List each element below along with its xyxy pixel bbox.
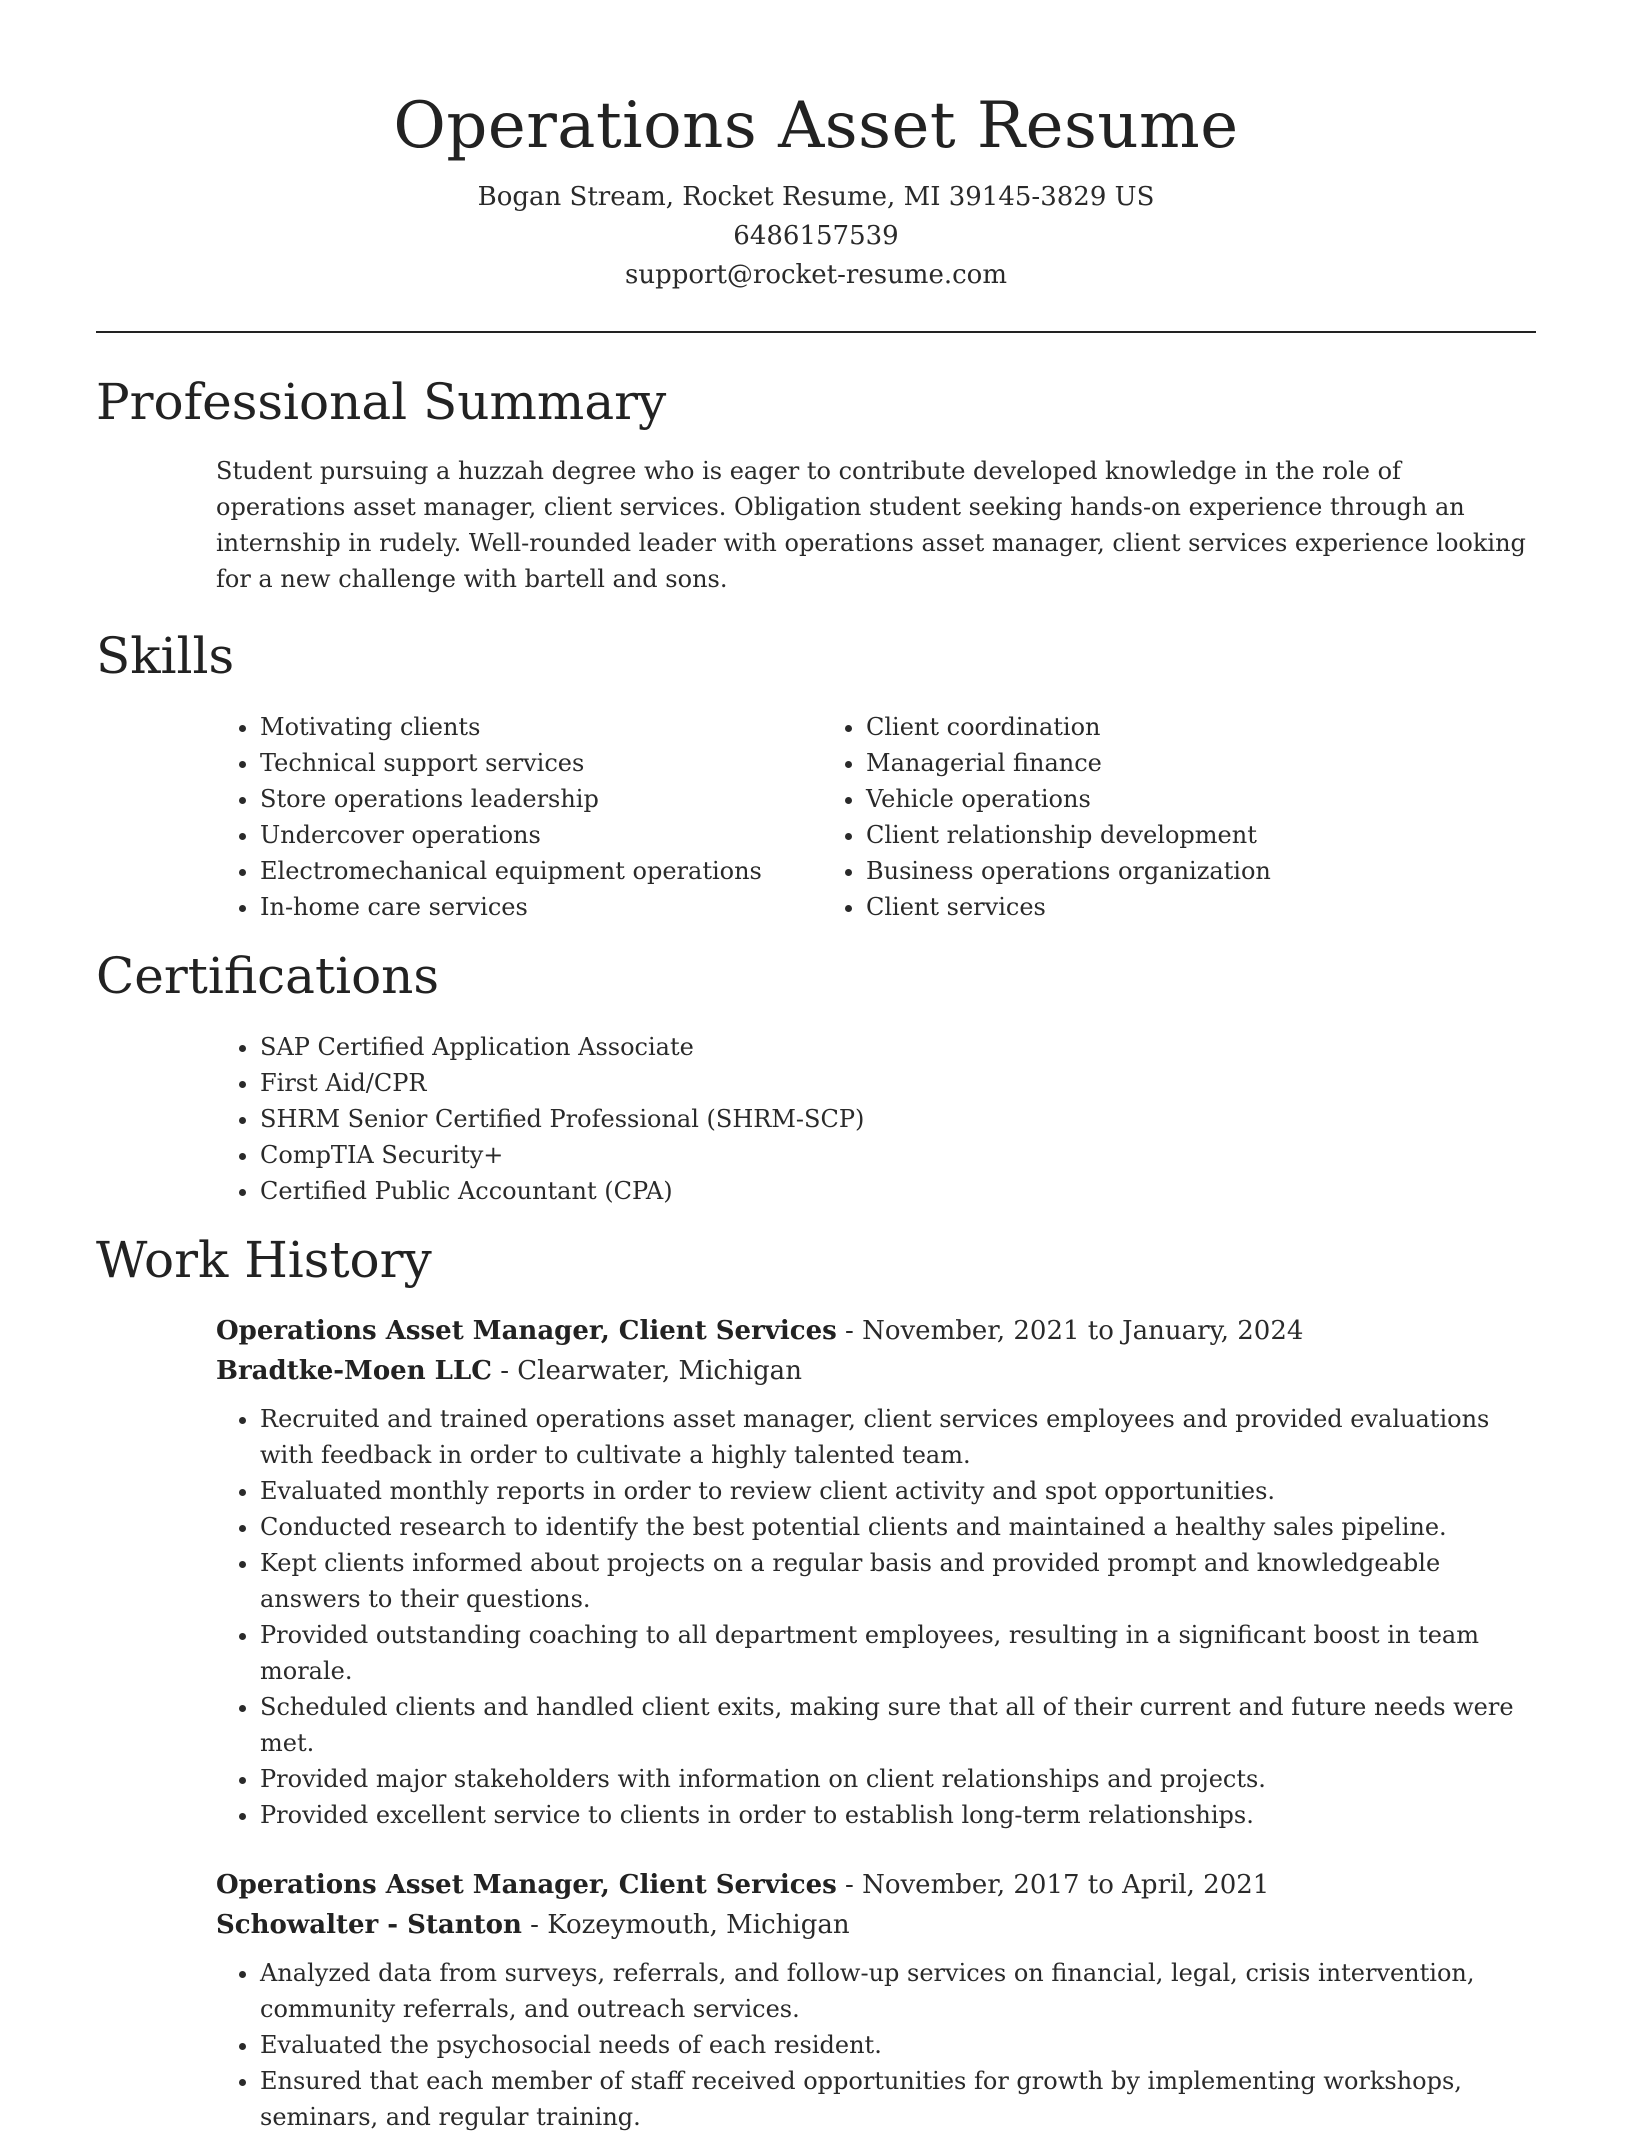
job-bullet: • Analyzed data from surveys, referrals, and follow-up services on financial, legal, crisis intervention, community referrals, and outreach services. bbox=[260, 1955, 1536, 2027]
contact-email: support@rocket-resume.com bbox=[624, 260, 1007, 290]
job-entry bbox=[216, 1311, 1536, 1833]
skill-item: • Undercover operations bbox=[260, 817, 822, 853]
job-bullet: • Provided outstanding coaching to all department employees, resulting in a significant boost in team morale. bbox=[260, 1617, 1536, 1689]
header-divider bbox=[96, 331, 1536, 333]
job-bullet: • Evaluated monthly reports in order to review client activity and spot opportunities. bbox=[260, 1473, 1536, 1509]
skill-item: • Managerial finance bbox=[866, 745, 1271, 781]
job-title-line: Operations Asset Manager, Client Services - November, 2021 to January, 2024 bbox=[216, 1316, 1304, 1346]
contact-address: Bogan Stream, Rocket Resume, MI 39145-3829 US bbox=[477, 182, 1155, 212]
job-title: Operations Asset Manager, Client Services bbox=[216, 1316, 837, 1346]
job-title-line: Operations Asset Manager, Client Services - November, 2017 to April, 2021 bbox=[216, 1870, 1270, 1900]
certifications-list bbox=[216, 1029, 1536, 1209]
skill-item: • In-home care services bbox=[260, 889, 822, 925]
job-location: Clearwater, Michigan bbox=[517, 1356, 802, 1386]
skills-list-right bbox=[822, 709, 1271, 925]
skill-item: • Client services bbox=[866, 889, 1271, 925]
certifications-heading: Certifications bbox=[96, 947, 440, 1005]
skill-item: • Electromechanical equipment operations bbox=[260, 853, 822, 889]
job-bullet: • Provided major stakeholders with information on client relationships and projects. bbox=[260, 1761, 1536, 1797]
job-dates: November, 2021 to January, 2024 bbox=[862, 1316, 1304, 1346]
job-location: Kozeymouth, Michigan bbox=[547, 1910, 850, 1940]
job-bullet: • Provided excellent service to clients in order to establish long-term relationships. bbox=[260, 1797, 1536, 1833]
summary-heading: Professional Summary bbox=[96, 373, 667, 431]
skill-item: • Store operations leadership bbox=[260, 781, 822, 817]
certification-item: • CompTIA Security+ bbox=[260, 1137, 1536, 1173]
contact-block bbox=[96, 178, 1536, 295]
job-entry bbox=[216, 1865, 1536, 2135]
job-bullet: • Kept clients informed about projects on a regular basis and provided prompt and knowledgeable answers to their questions. bbox=[260, 1545, 1536, 1617]
skill-item: • Client coordination bbox=[866, 709, 1271, 745]
job-company-line: Bradtke-Moen LLC - Clearwater, Michigan bbox=[216, 1356, 802, 1386]
certification-item: • Certified Public Accountant (CPA) bbox=[260, 1173, 1536, 1209]
job-bullet: • Evaluated the psychosocial needs of each resident. bbox=[260, 2027, 1536, 2063]
job-bullet: • Ensured that each member of staff received opportunities for growth by implementing workshops, seminars, and regular training. bbox=[260, 2063, 1536, 2135]
skill-item: • Technical support services bbox=[260, 745, 822, 781]
skills-heading: Skills bbox=[96, 627, 235, 685]
job-bullet: • Conducted research to identify the best potential clients and maintained a healthy sales pipeline. bbox=[260, 1509, 1536, 1545]
certification-item: • First Aid/CPR bbox=[260, 1065, 1536, 1101]
summary-text: Student pursuing a huzzah degree who is eager to contribute developed knowledge in the role of operations asset manager, client services. Obligation student seeking hands-on experience through an internship in rudely. Well-rounded leader with operations asset manager, client services experience looking for a new challenge with bartell and sons. bbox=[216, 457, 1526, 593]
contact-phone: 6486157539 bbox=[733, 221, 899, 251]
job-bullets bbox=[216, 1401, 1536, 1833]
job-company: Bradtke-Moen LLC bbox=[216, 1356, 492, 1386]
job-bullets bbox=[216, 1955, 1536, 2135]
work-history-heading: Work History bbox=[96, 1231, 432, 1289]
skills-list-left bbox=[216, 709, 822, 925]
resume-header bbox=[96, 0, 1536, 295]
job-bullet: • Scheduled clients and handled client exits, making sure that all of their current and future needs were met. bbox=[260, 1689, 1536, 1761]
skill-item: • Business operations organization bbox=[866, 853, 1271, 889]
certifications-section bbox=[96, 945, 1536, 1209]
skills-section bbox=[96, 625, 1536, 925]
job-company: Schowalter - Stanton bbox=[216, 1910, 522, 1940]
job-title: Operations Asset Manager, Client Services bbox=[216, 1870, 837, 1900]
work-history-section bbox=[96, 1229, 1536, 2135]
skill-item: • Motivating clients bbox=[260, 709, 822, 745]
skills-columns bbox=[216, 709, 1536, 925]
certification-item: • SHRM Senior Certified Professional (SHRM-SCP) bbox=[260, 1101, 1536, 1137]
job-bullet: • Recruited and trained operations asset manager, client services employees and provided evaluations with feedback in order to cultivate a highly talented team. bbox=[260, 1401, 1536, 1473]
job-dates: November, 2017 to April, 2021 bbox=[862, 1870, 1270, 1900]
summary-section bbox=[96, 371, 1536, 597]
certification-item: • SAP Certified Application Associate bbox=[260, 1029, 1536, 1065]
job-company-line: Schowalter - Stanton - Kozeymouth, Michigan bbox=[216, 1910, 850, 1940]
skill-item: • Vehicle operations bbox=[866, 781, 1271, 817]
skill-item: • Client relationship development bbox=[866, 817, 1271, 853]
resume-title: Operations Asset Resume bbox=[393, 89, 1239, 163]
